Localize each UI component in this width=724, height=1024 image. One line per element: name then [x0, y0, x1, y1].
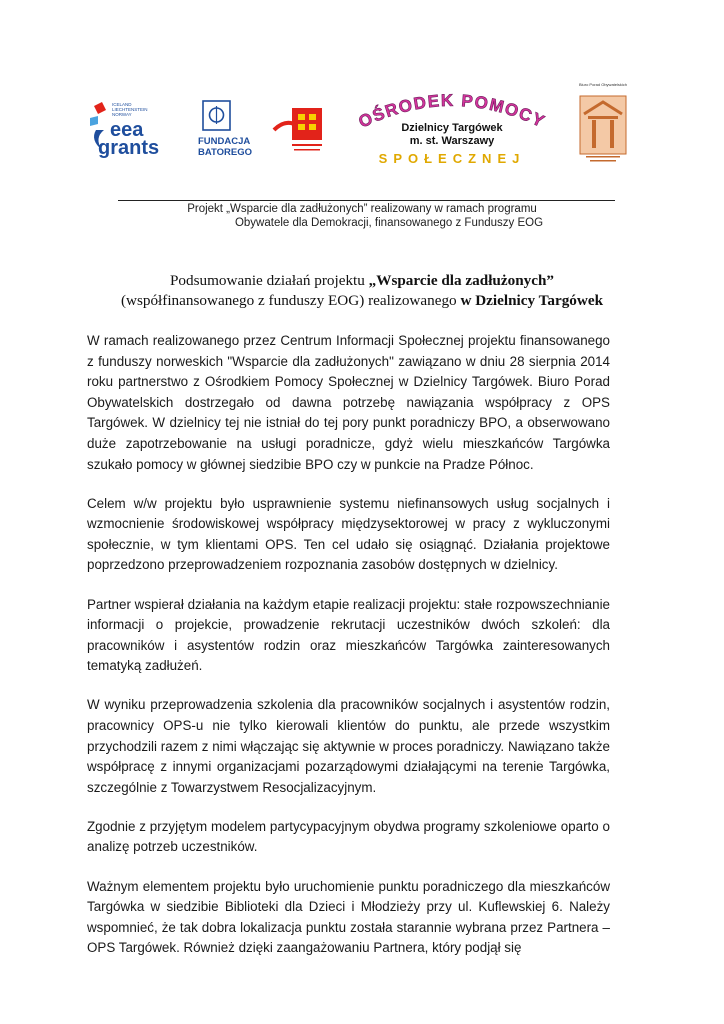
- bpo-logo: [578, 82, 628, 170]
- document-title-line2: [0, 292, 724, 310]
- paragraph-6: Ważnym elementem projektu było uruchomienie punktu poradniczego dla mieszkańców Targówka w siedzibie Biblioteki dla Dzieci i Młodzieży przy ul. Kuflewskiej 6. Należy wspomnieć, że tak dobra lokalizacja punktu została starannie wybrana przez Partnera – OPS Targówek. Również dzięki zaangażowaniu Partnera, który podjął się: [87, 878, 610, 956]
- ops-bottom: SPOŁECZNEJ: [378, 151, 526, 166]
- batory-line2: BATOREGO: [198, 147, 253, 158]
- grants-name: grants: [98, 137, 160, 159]
- logo-strip: [0, 80, 724, 180]
- ops-line2: m. st. Warszawy: [409, 135, 495, 147]
- fundacja-batorego-logo: [196, 100, 256, 162]
- title-line1-normal: Podsumowanie działań projektu: [169, 272, 369, 289]
- paragraph-1: W ramach realizowanego przez Centrum Informacji Społecznej projektu finansowanego z funduszy norweskich "Wsparcie dla zadłużonych" zawiązano w dniu 28 sierpnia 2014 roku partnerstwo z Ośrodkiem Pomocy Społecznej w Dzielnicy Targówek. Biuro Porad Obywatelskich dostrzegało od dawna potrzebę nawiązania współpracy z OPS Targówek. W dzielnicy tej nie istniał do tej pory punkt poradniczy BPO, a obserwowano duże zapotrzebowanie na usługi poradnicze, gdyż wielu mieszkańców Targówka szukało pomocy w głównej siedzibie BPO czy w punkcie na Pradze Północ.: [87, 333, 610, 472]
- title-line2-bold: w Dzielnicy Targówek: [460, 292, 604, 309]
- ops-targowek-logo: [352, 90, 552, 172]
- bpo-top-text: Biuro Porad Obywatelskich: [578, 82, 628, 87]
- batory-emblem-icon: [202, 100, 232, 132]
- title-line1-bold: „Wsparcie dla zadłużonych”: [368, 272, 555, 289]
- document-body: [87, 331, 610, 959]
- red-emblem-logo: [272, 104, 328, 164]
- red-flag-emblem-icon: [272, 104, 328, 164]
- paragraph-3: Partner wspierał działania na każdym etapie realizacji projektu: stałe rozpowszechnianie informacji o projekcie, prowadzenie rekrutacji uczestników dwóch szkoleń: dla pracowników i asystentów rodzin oraz mieszkańców Targówka zainteresowanych tematyką zadłużeń.: [87, 596, 610, 674]
- header-rule: [118, 200, 615, 201]
- ops-arc-text: OŚRODEK POMOCY: [355, 90, 549, 130]
- paragraph-2: Celem w/w projektu było usprawnienie systemu niefinansowych usług socjalnych i wzmocnienie środowiskowej współpracy międzysektorowej w pracy z wykluczonymi społecznie, w tym klientami OPS. Ten cel udało się osiągnąć. Działania projektowe poprzedzono przeprowadzeniem rozpoznania zasobów dostępnych w dzielnicy.: [87, 495, 610, 573]
- project-header-line2: Obywatele dla Demokracji, finansowanego z Funduszy EOG: [234, 217, 544, 229]
- bpo-building-icon: [578, 94, 628, 164]
- eea-name: eea: [110, 119, 144, 141]
- document-title-line1: [0, 272, 724, 290]
- batory-line1: FUNDACJA: [198, 136, 251, 147]
- eea-small-text: ICELAND LIECHTENSTEIN NORWAY: [112, 102, 148, 117]
- title-line2-normal: (współfinansowanego z funduszy EOG) realizowanego: [120, 292, 461, 309]
- project-header-line1: Projekt „Wsparcie dla zadłużonych” realizowany w ramach programu: [187, 203, 537, 215]
- eea-grants-logo: [88, 100, 168, 160]
- paragraph-4: W wyniku przeprowadzenia szkolenia dla pracowników socjalnych i asystentów rodzin, pracownicy OPS-u nie tylko kierowali klientów do punktu, ale przede wszystkim przychodzili razem z nimi włączając się aktywnie w proces poradniczy. Nawiązano także współpracę z innymi organizacjami pozarządowymi działającymi na terenie Targówka, szczególnie z Towarzystwem Resocjalizacyjnym.: [87, 697, 610, 795]
- ops-line1: Dzielnicy Targówek: [401, 122, 503, 134]
- paragraph-5: Zgodnie z przyjętym modelem partycypacyjnym obydwa programy szkoleniowe oparto o analizę potrzeb uczestników.: [87, 818, 610, 855]
